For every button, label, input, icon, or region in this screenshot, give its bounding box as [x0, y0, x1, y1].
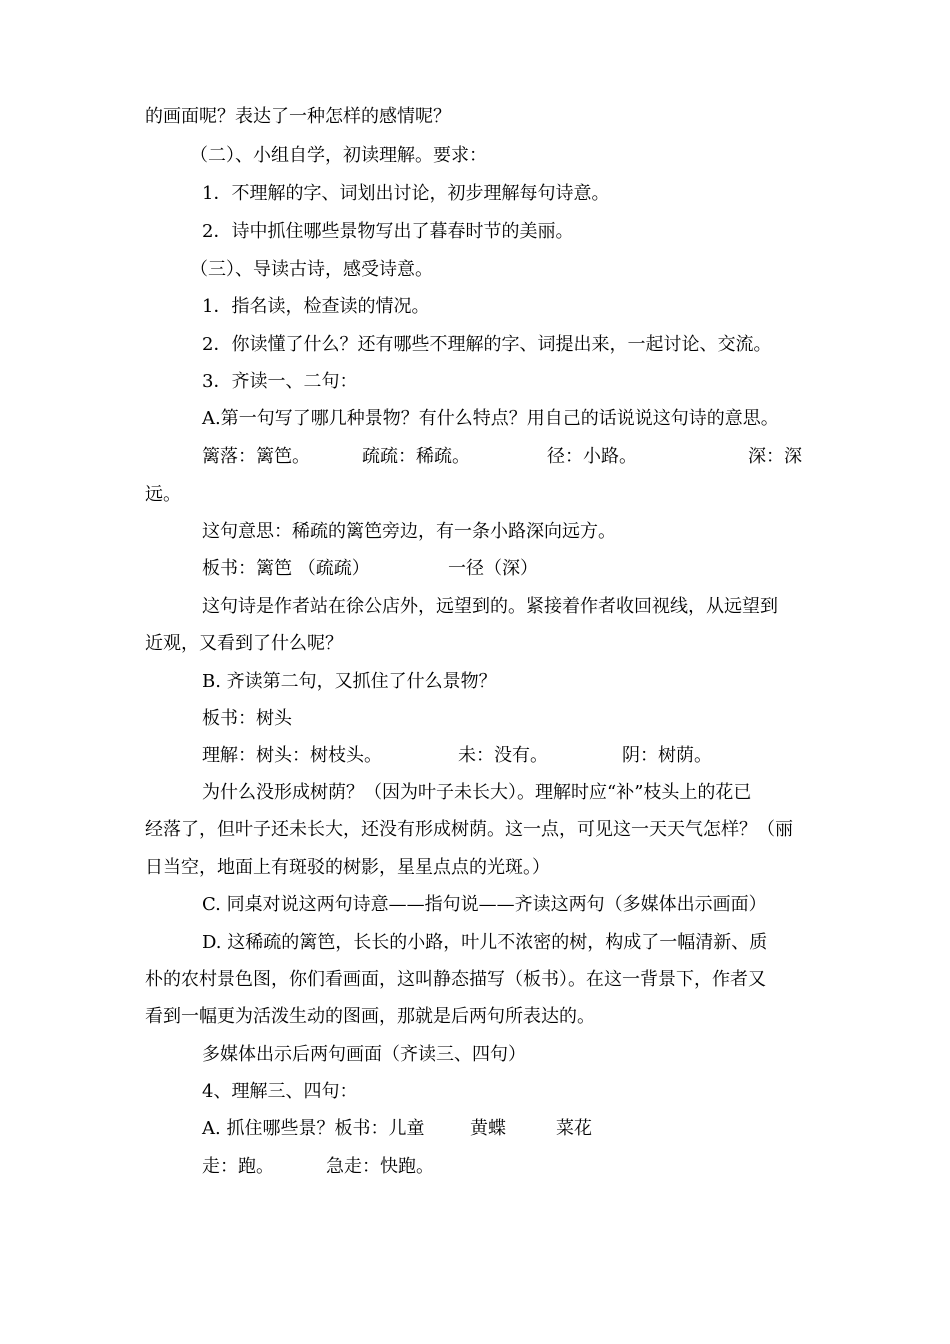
text-line: 近观，又看到了什么呢？ — [145, 633, 343, 654]
text-line: 2．你读懂了什么？还有哪些不理解的字、词提出来，一起讨论、交流。 — [202, 334, 772, 355]
text-line: D. 这稀疏的篱笆，长长的小路，叶儿不浓密的树，构成了一幅清新、质 — [202, 932, 768, 953]
text-line: C. 同桌对说这两句诗意——指句说——齐读这两句（多媒体出示画面） — [202, 894, 767, 915]
text-line: 多媒体出示后两句画面（齐读三、四句） — [202, 1044, 526, 1065]
definition-row — [202, 1155, 812, 1179]
text-line: 2．诗中抓住哪些景物写出了暮春时节的美丽。 — [202, 221, 574, 242]
section-heading: （二）、小组自学，初读理解。要求： — [190, 145, 487, 166]
definition-item: 未：没有。 — [458, 745, 548, 766]
section-heading: （三）、导读古诗，感受诗意。 — [190, 259, 433, 280]
definition-item: 急走：快跑。 — [326, 1156, 434, 1177]
text-line: 这句诗是作者站在徐公店外，远望到的。紧接着作者收回视线，从远望到 — [202, 596, 778, 617]
text-line: 为什么没形成树荫？（因为叶子未长大）。理解时应“补”枝头上的花已 — [202, 782, 752, 803]
definition-item: 走：跑。 — [202, 1156, 274, 1177]
text-line: 远。 — [145, 484, 181, 505]
definition-item: 疏疏：稀疏。 — [362, 446, 470, 467]
text-line: 朴的农村景色图，你们看画面，这叫静态描写（板书）。在这一背景下，作者又 — [145, 969, 766, 990]
text-line: 4、理解三、四句： — [202, 1081, 358, 1102]
text-line: 经落了，但叶子还未长大，还没有形成树荫。这一点，可见这一天天气怎样？（丽 — [145, 819, 793, 840]
definition-row — [202, 744, 812, 768]
text-line: 这句意思：稀疏的篱笆旁边，有一条小路深向远方。 — [202, 521, 616, 542]
text-line: 1．指名读，检查读的情况。 — [202, 296, 430, 317]
board-item: 一径（深） — [448, 558, 538, 579]
board-item: 黄蝶 — [470, 1118, 506, 1139]
definition-item: 篱落：篱笆。 — [202, 446, 310, 467]
board-writing-row — [202, 557, 812, 581]
board-writing-row — [202, 1117, 812, 1141]
definition-item: 径：小路。 — [547, 446, 637, 467]
text-line: 1．不理解的字、词划出讨论，初步理解每句诗意。 — [202, 183, 610, 204]
board-item: 板书：篱笆 （疏疏） — [202, 558, 370, 579]
board-item: A. 抓住哪些景？板书：儿童 — [202, 1118, 425, 1139]
definition-row — [202, 445, 812, 469]
text-line: 板书：树头 — [202, 708, 292, 729]
definition-item: 深：深 — [748, 446, 802, 467]
text-line: A.第一句写了哪几种景物？有什么特点？用自己的话说说这句诗的意思。 — [202, 408, 779, 429]
text-line: B. 齐读第二句，又抓住了什么景物？ — [202, 671, 497, 692]
text-line: 看到一幅更为活泼生动的图画，那就是后两句所表达的。 — [145, 1006, 595, 1027]
board-item: 菜花 — [556, 1118, 592, 1139]
text-line: 3．齐读一、二句： — [202, 371, 358, 392]
text-line: 日当空，地面上有斑驳的树影，星星点点的光斑。） — [145, 857, 550, 878]
definition-item: 阴：树荫。 — [622, 745, 712, 766]
definition-item: 理解：树头：树枝头。 — [202, 745, 382, 766]
text-line: 的画面呢？表达了一种怎样的感情呢？ — [145, 106, 451, 127]
